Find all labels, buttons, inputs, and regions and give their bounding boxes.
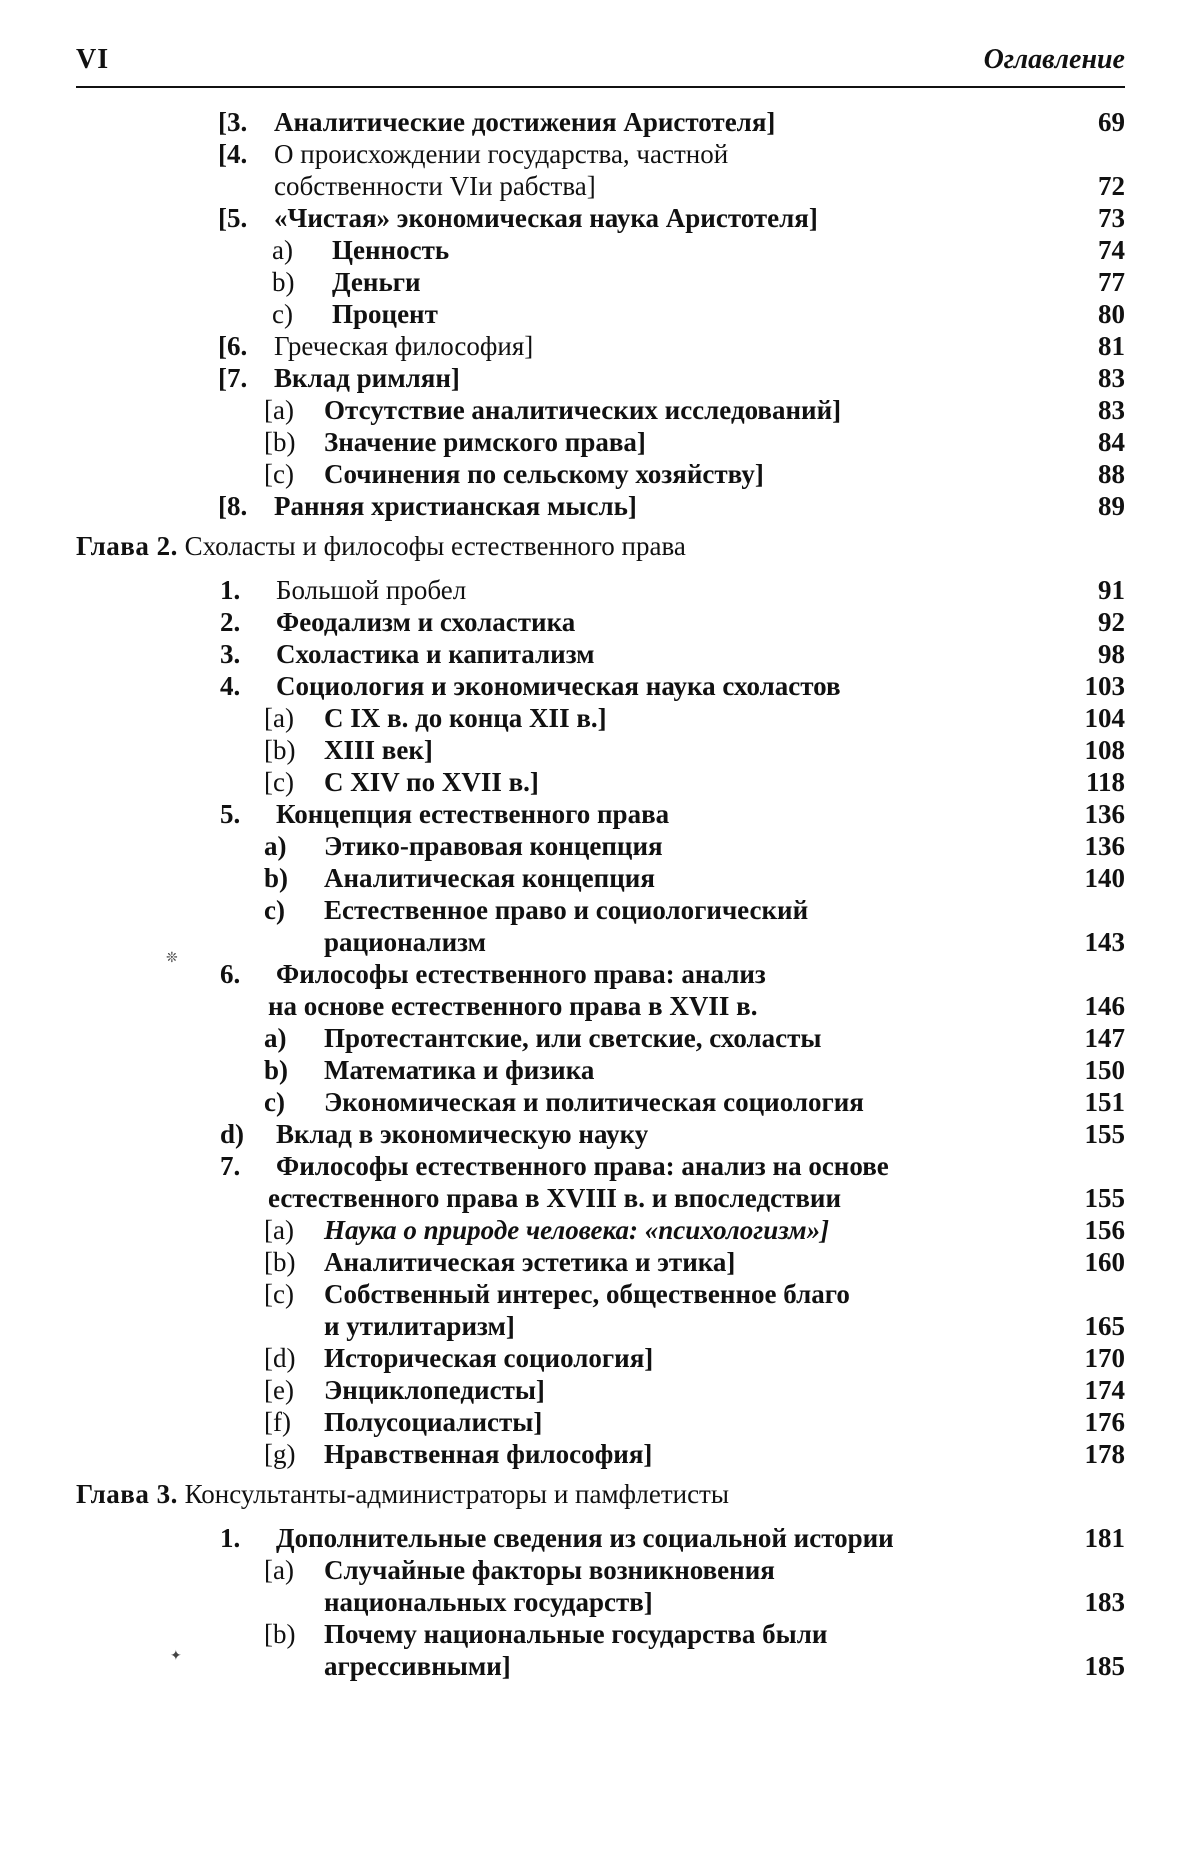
entry-marker: c) xyxy=(264,1087,285,1117)
entry-marker: [b) xyxy=(264,427,296,457)
entry-marker: 3. xyxy=(220,639,241,669)
toc-subentry xyxy=(264,702,607,734)
entry-page-number: 176 xyxy=(1084,1407,1125,1437)
entry-title: Почему национальные государства были xyxy=(324,1619,828,1649)
entry-page-number: 156 xyxy=(1084,1215,1125,1245)
entry-marker: [a) xyxy=(264,395,294,425)
entry-page-number: 118 xyxy=(1085,767,1125,797)
toc-entry-continuation xyxy=(274,170,596,202)
entry-title: Значение римского права] xyxy=(324,427,646,457)
toc-subentry xyxy=(264,426,646,458)
scan-speck: ✦ xyxy=(170,1649,182,1664)
entry-marker: d) xyxy=(220,1119,245,1149)
scan-speck: ❊ xyxy=(166,951,178,966)
entry-title: Греческая философия] xyxy=(274,331,534,361)
toc-subentry xyxy=(264,1246,735,1278)
entry-marker: [b) xyxy=(264,1619,296,1649)
toc-subentry xyxy=(264,1554,775,1586)
entry-title: естественного права в XVIII в. и впоследствии xyxy=(268,1183,842,1213)
entry-title: Экономическая и политическая социология xyxy=(324,1087,864,1117)
entry-title: С XIV по XVII в.] xyxy=(324,767,539,797)
entry-page-number: 103 xyxy=(1084,671,1125,701)
entry-title: на основе естественного права в XVII в. xyxy=(268,991,758,1021)
entry-marker: [g) xyxy=(264,1439,296,1469)
entry-page-number: 160 xyxy=(1084,1247,1125,1277)
toc-subentry-continuation xyxy=(324,1650,511,1682)
entry-marker: 1. xyxy=(220,1523,241,1553)
entry-page-number: 77 xyxy=(1098,267,1125,297)
entry-page-number: 74 xyxy=(1098,235,1125,265)
entry-title: Ранняя христианская мысль] xyxy=(274,491,637,521)
toc-entry xyxy=(218,490,637,522)
entry-marker: [d) xyxy=(264,1343,296,1373)
entry-title: Сочинения по сельскому хозяйству] xyxy=(324,459,764,489)
chapter-label: Глава 3. xyxy=(76,1479,178,1509)
toc-entry xyxy=(220,638,595,670)
entry-marker: [c) xyxy=(264,767,294,797)
toc-subentry xyxy=(264,1406,542,1438)
chapter-heading xyxy=(76,530,686,562)
entry-title: Ценность xyxy=(332,235,450,265)
entry-marker: a) xyxy=(264,831,287,861)
entry-title: Энциклопедисты] xyxy=(324,1375,545,1405)
entry-title: собственности VIи рабства] xyxy=(274,171,596,201)
entry-marker: 2. xyxy=(220,607,241,637)
entry-marker: 5. xyxy=(220,799,241,829)
entry-title: Вклад римлян] xyxy=(274,363,460,393)
entry-title: Аналитическая концепция xyxy=(324,863,655,893)
entry-title: Историческая социология] xyxy=(324,1343,654,1373)
entry-title: С IX в. до конца XII в.] xyxy=(324,703,607,733)
toc-subentry xyxy=(264,862,655,894)
entry-page-number: 81 xyxy=(1098,331,1125,361)
chapter-heading xyxy=(76,1478,729,1510)
toc-entry xyxy=(220,574,466,606)
entry-page-number: 181 xyxy=(1084,1523,1125,1553)
toc-entry xyxy=(220,1118,648,1150)
entry-marker: 4. xyxy=(220,671,241,701)
entry-title: Математика и физика xyxy=(324,1055,595,1085)
toc-subentry xyxy=(264,734,433,766)
entry-marker: [c) xyxy=(264,1279,294,1309)
toc-subentry xyxy=(264,894,808,926)
entry-title: Полусоциалисты] xyxy=(324,1407,543,1437)
entry-page-number: 136 xyxy=(1084,799,1125,829)
entry-title: рационализм xyxy=(324,927,486,957)
entry-marker: b) xyxy=(272,267,295,297)
toc-subentry xyxy=(264,1278,850,1310)
entry-page-number: 69 xyxy=(1098,107,1125,137)
entry-marker: [5. xyxy=(218,203,248,233)
toc-subentry xyxy=(272,266,421,298)
toc-subentry xyxy=(272,298,438,330)
running-head-title: Оглавление xyxy=(983,44,1125,75)
entry-title: Этико-правовая концепция xyxy=(324,831,663,861)
toc-entry xyxy=(220,670,841,702)
entry-title: Вклад в экономическую науку xyxy=(276,1119,649,1149)
entry-page-number: 143 xyxy=(1084,927,1125,957)
entry-page-number: 170 xyxy=(1084,1343,1125,1373)
entry-page-number: 140 xyxy=(1084,863,1125,893)
entry-marker: a) xyxy=(272,235,293,265)
toc-subentry-continuation xyxy=(324,1310,515,1342)
toc-subentry xyxy=(264,1214,829,1246)
toc-entry xyxy=(218,362,460,394)
entry-page-number: 146 xyxy=(1084,991,1125,1021)
toc-entry xyxy=(220,798,669,830)
entry-page-number: 136 xyxy=(1084,831,1125,861)
entry-marker: [e) xyxy=(264,1375,294,1405)
entry-marker: [8. xyxy=(218,491,248,521)
entry-page-number: 83 xyxy=(1098,363,1125,393)
toc-subentry xyxy=(264,830,663,862)
entry-marker: c) xyxy=(272,299,293,329)
toc-subentry xyxy=(264,394,841,426)
toc-subentry xyxy=(264,1438,652,1470)
entry-page-number: 80 xyxy=(1098,299,1125,329)
entry-page-number: 147 xyxy=(1084,1023,1125,1053)
toc-entry-continuation xyxy=(268,1182,841,1214)
entry-marker: [b) xyxy=(264,735,296,765)
entry-page-number: 92 xyxy=(1098,607,1125,637)
toc-subentry xyxy=(272,234,449,266)
entry-marker: [c) xyxy=(264,459,294,489)
entry-marker: 7. xyxy=(220,1151,241,1181)
entry-marker: [3. xyxy=(218,107,248,137)
entry-title: Случайные факторы возникновения xyxy=(324,1555,775,1585)
toc-subentry xyxy=(264,1086,864,1118)
entry-marker: a) xyxy=(264,1023,287,1053)
entry-page-number: 104 xyxy=(1084,703,1125,733)
entry-page-number: 91 xyxy=(1098,575,1125,605)
entry-page-number: 83 xyxy=(1098,395,1125,425)
toc-entry xyxy=(220,606,575,638)
entry-marker: [a) xyxy=(264,1215,294,1245)
entry-page-number: 151 xyxy=(1084,1087,1125,1117)
toc-subentry xyxy=(264,1342,653,1374)
toc-entry xyxy=(218,106,775,138)
entry-title: Дополнительные сведения из социальной истории xyxy=(276,1523,894,1553)
entry-marker: [b) xyxy=(264,1247,296,1277)
entry-page-number: 108 xyxy=(1084,735,1125,765)
entry-page-number: 88 xyxy=(1098,459,1125,489)
toc-entry xyxy=(220,958,766,990)
entry-page-number: 178 xyxy=(1084,1439,1125,1469)
toc-subentry xyxy=(264,1022,822,1054)
entry-page-number: 150 xyxy=(1084,1055,1125,1085)
toc-entry xyxy=(220,1522,894,1554)
entry-marker: [f) xyxy=(264,1407,291,1437)
entry-page-number: 185 xyxy=(1084,1651,1125,1681)
entry-page-number: 174 xyxy=(1084,1375,1125,1405)
toc-subentry xyxy=(264,1374,545,1406)
entry-marker: [7. xyxy=(218,363,248,393)
entry-title: Собственный интерес, общественное благо xyxy=(324,1279,850,1309)
entry-page-number: 155 xyxy=(1084,1183,1125,1213)
entry-page-number: 72 xyxy=(1098,171,1125,201)
page-number: VI xyxy=(76,44,110,75)
entry-title: Концепция естественного права xyxy=(276,799,670,829)
entry-marker: b) xyxy=(264,863,289,893)
entry-page-number: 89 xyxy=(1098,491,1125,521)
entry-title: Процент xyxy=(332,299,438,329)
toc-entry xyxy=(218,330,533,362)
entry-page-number: 84 xyxy=(1098,427,1125,457)
entry-marker: [4. xyxy=(218,139,248,169)
chapter-title: Консультанты-администраторы и памфлетисты xyxy=(184,1479,729,1509)
toc-entry xyxy=(218,138,728,170)
entry-title: Наука о природе человека: «психологизм»] xyxy=(324,1215,830,1245)
entry-title: Нравственная философия] xyxy=(324,1439,653,1469)
entry-title: Отсутствие аналитических исследований] xyxy=(324,395,842,425)
entry-title: Феодализм и схоластика xyxy=(276,607,576,637)
entry-title: Философы естественного права: анализ xyxy=(276,959,766,989)
entry-page-number: 165 xyxy=(1084,1311,1125,1341)
entry-title: Протестантские, или светские, схоласты xyxy=(324,1023,822,1053)
toc-subentry-continuation xyxy=(324,926,486,958)
toc-subentry xyxy=(264,1618,827,1650)
entry-marker: 1. xyxy=(220,575,241,605)
entry-marker: c) xyxy=(264,895,285,925)
entry-page-number: 155 xyxy=(1084,1119,1125,1149)
entry-title: Большой пробел xyxy=(276,575,467,605)
toc-entry xyxy=(220,1150,889,1182)
entry-title: Аналитическая эстетика и этика] xyxy=(324,1247,736,1277)
entry-title: «Чистая» экономическая наука Аристотеля] xyxy=(274,203,818,233)
chapter-label: Глава 2. xyxy=(76,531,178,561)
entry-marker: b) xyxy=(264,1055,289,1085)
entry-title: Аналитические достижения Аристотеля] xyxy=(274,107,776,137)
entry-title: национальных государств] xyxy=(324,1587,653,1617)
entry-marker: [a) xyxy=(264,1555,294,1585)
entry-marker: 6. xyxy=(220,959,241,989)
entry-marker: [6. xyxy=(218,331,248,361)
entry-title: и утилитаризм] xyxy=(324,1311,515,1341)
toc-subentry-continuation xyxy=(324,1586,653,1618)
entry-title: Деньги xyxy=(332,267,421,297)
entry-title: Схоластика и капитализм xyxy=(276,639,595,669)
entry-title: Естественное право и социологический xyxy=(324,895,809,925)
toc-subentry xyxy=(264,1054,594,1086)
entry-title: XIII век] xyxy=(324,735,433,765)
entry-title: агрессивными] xyxy=(324,1651,511,1681)
entry-page-number: 98 xyxy=(1098,639,1125,669)
chapter-title: Схоласты и философы естественного права xyxy=(184,531,686,561)
entry-page-number: 73 xyxy=(1098,203,1125,233)
entry-title: Социология и экономическая наука схоластов xyxy=(276,671,841,701)
toc-subentry xyxy=(264,766,539,798)
entry-title: О происхождении государства, частной xyxy=(274,139,729,169)
toc-entry-continuation xyxy=(268,990,757,1022)
entry-title: Философы естественного права: анализ на основе xyxy=(276,1151,889,1181)
toc-entry xyxy=(218,202,818,234)
entry-marker: [a) xyxy=(264,703,294,733)
entry-page-number: 183 xyxy=(1084,1587,1125,1617)
toc-subentry xyxy=(264,458,764,490)
